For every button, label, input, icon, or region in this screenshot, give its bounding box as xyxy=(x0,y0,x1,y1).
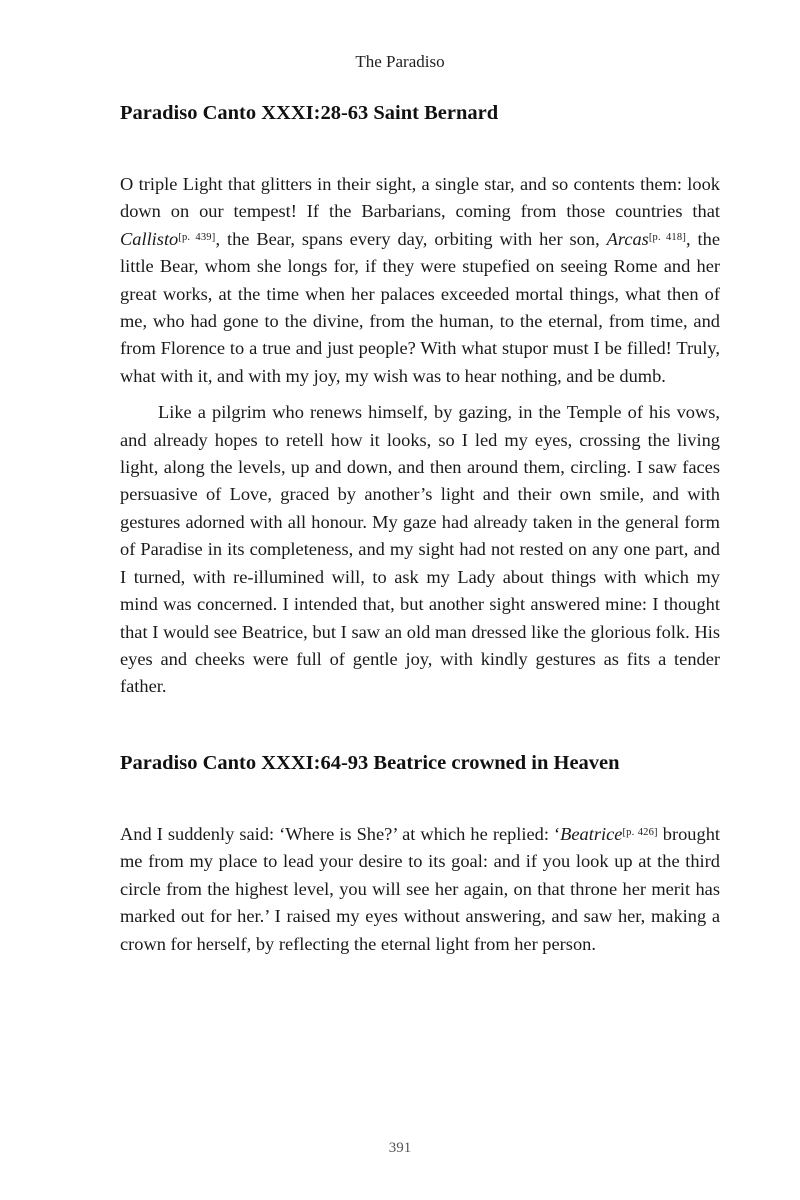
section-title: Paradiso Canto XXXI:64-93 Beatrice crowned in Heaven xyxy=(120,752,620,774)
paragraph xyxy=(120,171,720,390)
running-header: The Paradiso xyxy=(355,52,445,71)
text-run: , the Bear, spans every day, orbiting with her son, xyxy=(215,228,607,249)
paragraph xyxy=(120,821,720,958)
text-run: brought me from my place to lead your desire to its goal: and if you look up at the third circle from the highest level, you will see her again, on that throne her merit has marked out for her.’ I raised my eyes without answering, and saw her, making a crown for herself, by reflecting the eternal light from her person. xyxy=(120,824,721,954)
name-arcas: Arcas xyxy=(606,228,649,249)
page-reference: [p. 439] xyxy=(178,231,216,243)
section-body xyxy=(120,821,720,958)
page-reference: [p. 426] xyxy=(622,827,658,838)
text-run: And I suddenly said: ‘Where is She?’ at which he replied: ‘ xyxy=(120,824,561,844)
text-run: , the little Bear, whom she longs for, if they were stupefied on seeing Rome and her great works, at the time when her palaces exceeded mortal things, what then of me, who had gone to the divine, from the human, to the eternal, from time, and from Florence to a true and just people? With what stupor must I be filled! Truly, what with it, and with my joy, my wish was to hear nothing, and be dumb. xyxy=(120,228,721,386)
name-callisto: Callisto xyxy=(120,228,179,249)
section-title: Paradiso Canto XXXI:28-63 Saint Bernard xyxy=(120,102,499,124)
name-beatrice: Beatrice xyxy=(560,824,623,844)
paragraph: Like a pilgrim who renews himself, by gazing, in the Temple of his vows, and already hopes to retell how it looks, so I led my eyes, crossing the living light, along the levels, up and down, and then around them, circling. I saw faces persuasive of Love, graced by another’s light and their own smile, and with gestures adorned with all honour. My gaze had already taken in the general form of Paradise in its completeness, and my sight had not rested on any one part, and I turned, with re-illumined will, to ask my Lady about things with which my mind was concerned. I intended that, but another sight answered mine: I thought that I would see Beatrice, but I saw an old man dressed like the glorious folk. His eyes and cheeks were full of gentle joy, with kindly gestures as fits a tender father. xyxy=(120,402,720,697)
page-number: 391 xyxy=(388,1140,412,1156)
text-run: O triple Light that glitters in their sight, a single star, and so contents them: look down on our tempest! If the Barbarians, coming from those countries that xyxy=(120,174,720,222)
page-reference: [p. 418] xyxy=(648,231,687,243)
section-body xyxy=(120,171,720,701)
